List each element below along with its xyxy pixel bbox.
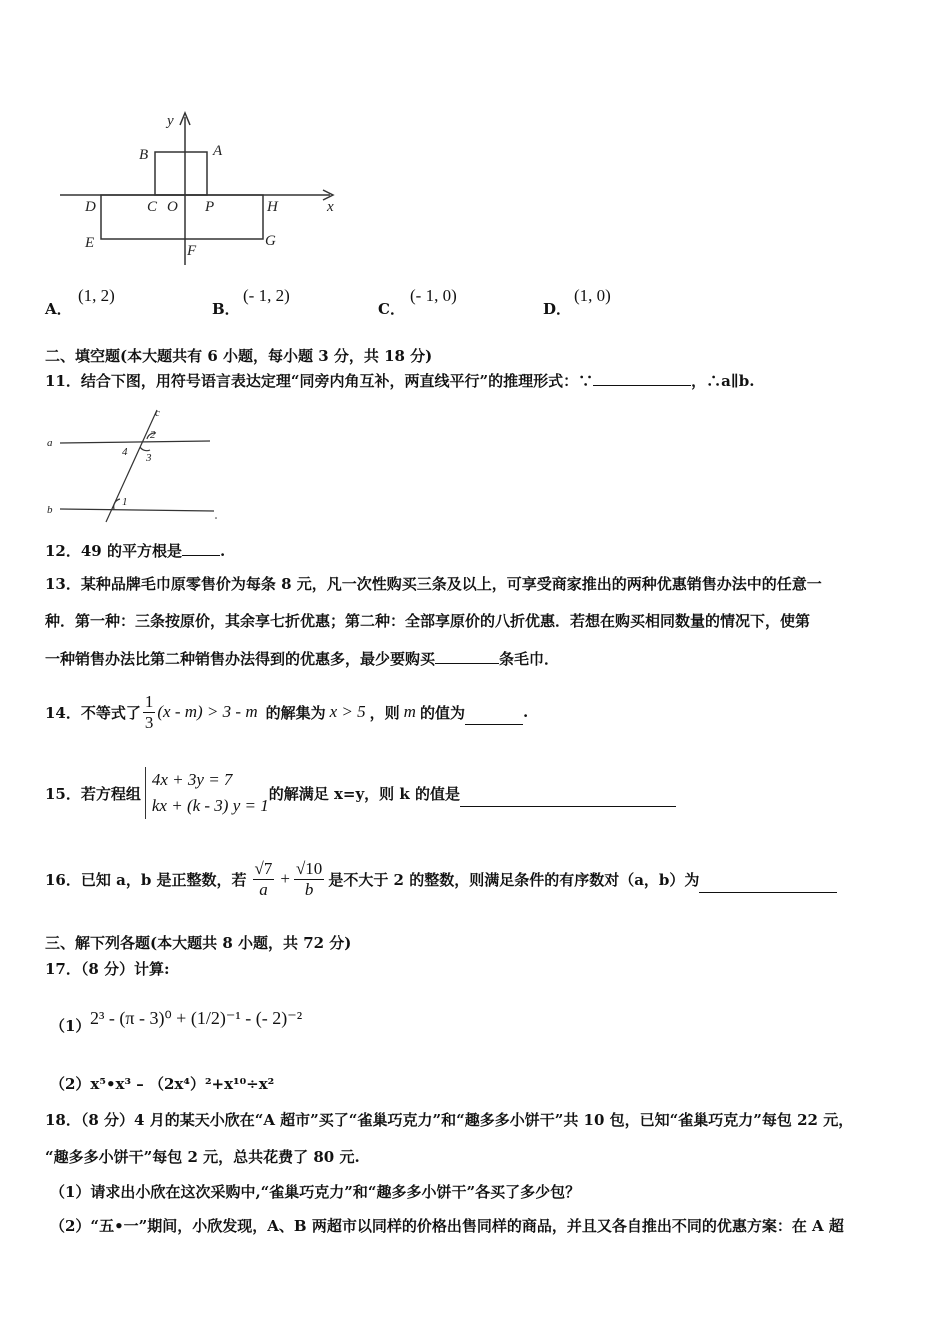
question-13-line-3: 一种销售办法比第二种销售办法得到的优惠多，最少要购买 条毛巾． [45, 650, 560, 668]
coordinate-figure [55, 105, 355, 275]
question-17-part-1: （1） [50, 1017, 91, 1035]
question-18-line-4: （2）“五•一”期间，小欣发现，A、B 两超市以同样的价格出售同样的商品，并且又各自推出不同的优惠方案：在 A 超 [50, 1217, 844, 1235]
point-h: H [267, 199, 278, 215]
option-c-value: (- 1, 0) [410, 286, 457, 305]
option-b: B． [212, 300, 240, 318]
point-e: E [85, 235, 95, 251]
point-g: G [265, 233, 276, 249]
question-13-line-2: 种．第一种：三条按原价，其余享七折优惠；第二种：全部享原价的八折优惠．若想在购买相同数量的情况下，使第 [45, 612, 811, 630]
option-b-value: (- 1, 2) [243, 286, 290, 305]
point-c: C [147, 199, 158, 215]
question-17-part-1-expression: 2³ - (π - 3)⁰ + (1/2)⁻¹ - (- 2)⁻² [90, 1008, 303, 1028]
question-17-part-2: （2）x⁵•x³ – （2x⁴）²+x¹⁰÷x² [50, 1075, 275, 1093]
point-f: F [187, 243, 197, 259]
axis-x-label: x [327, 199, 334, 215]
label-1: 1 [122, 496, 128, 508]
label-b: b [47, 504, 53, 516]
option-a: A． [45, 300, 72, 318]
question-11: 11．结合下图，用符号语言表达定理“同旁内角互补，两直线平行”的推理形式：∵ ，∴a∥b. [45, 372, 755, 390]
question-17: 17．（8 分）计算: [45, 960, 170, 978]
section-2-title: 二、填空题(本大题共有 6 小题，每小题 3 分，共 18 分) [45, 347, 433, 365]
option-d-value: (1, 0) [574, 286, 611, 305]
label-a: a [47, 437, 53, 449]
label-3: 3 [146, 452, 152, 464]
equation-system: 4x + 3y = 7 kx + (k - 3) y = 1 [145, 767, 269, 819]
question-15: 15．若方程组 4x + 3y = 7 kx + (k - 3) y = 1 的解满足 x=y，则 k 的值是 [45, 763, 676, 823]
option-d: D． [543, 300, 572, 318]
point-a: A [213, 143, 223, 159]
question-16: 16．已知 a，b 是正整数，若 $\frac{√7}{a}$ + $\frac{√10}{b}$ 是不大于 2 的整数，则满足条件的有序数对（a，b）为 [45, 848, 837, 910]
axis-y-label: y [167, 113, 174, 129]
option-c: C． [378, 300, 405, 318]
section-3-title: 三、解下列各题(本大题共 8 小题，共 72 分) [45, 934, 352, 952]
question-18-line-1: 18．（8 分）4 月的某天小欣在“A 超市”买了“雀巢巧克力”和“趣多多小饼干”共 10 包，已知“雀巢巧克力”每包 22 元， [45, 1111, 854, 1129]
point-d: D [85, 199, 96, 215]
parallel-lines-figure [42, 405, 232, 527]
point-b: B [139, 147, 149, 163]
label-c: c [155, 407, 160, 419]
question-18-line-2: “趣多多小饼干”每包 2 元，总共花费了 80 元. [45, 1148, 360, 1166]
question-13-line-1: 13．某种品牌毛巾原零售价为每条 8 元，凡一次性购买三条及以上，可享受商家推出的两种优惠销售办法中的任意一 [45, 575, 822, 593]
label-4: 4 [122, 446, 128, 458]
question-14: 14．不等式了 $\frac{1}{3}$ (x - m) > 3 - m 的解集为 x > 5 ，则 m 的值为 . [45, 691, 529, 732]
point-p: P [205, 199, 215, 215]
question-18-line-3: （1）请求出小欣在这次采购中,“雀巢巧克力”和“趣多多小饼干”各买了多少包？ [50, 1183, 581, 1201]
point-o: O [167, 199, 178, 215]
label-2: 2 [150, 429, 156, 441]
option-a-value: (1, 2) [78, 286, 115, 305]
question-12: 12．49 的平方根是 . [45, 542, 226, 560]
